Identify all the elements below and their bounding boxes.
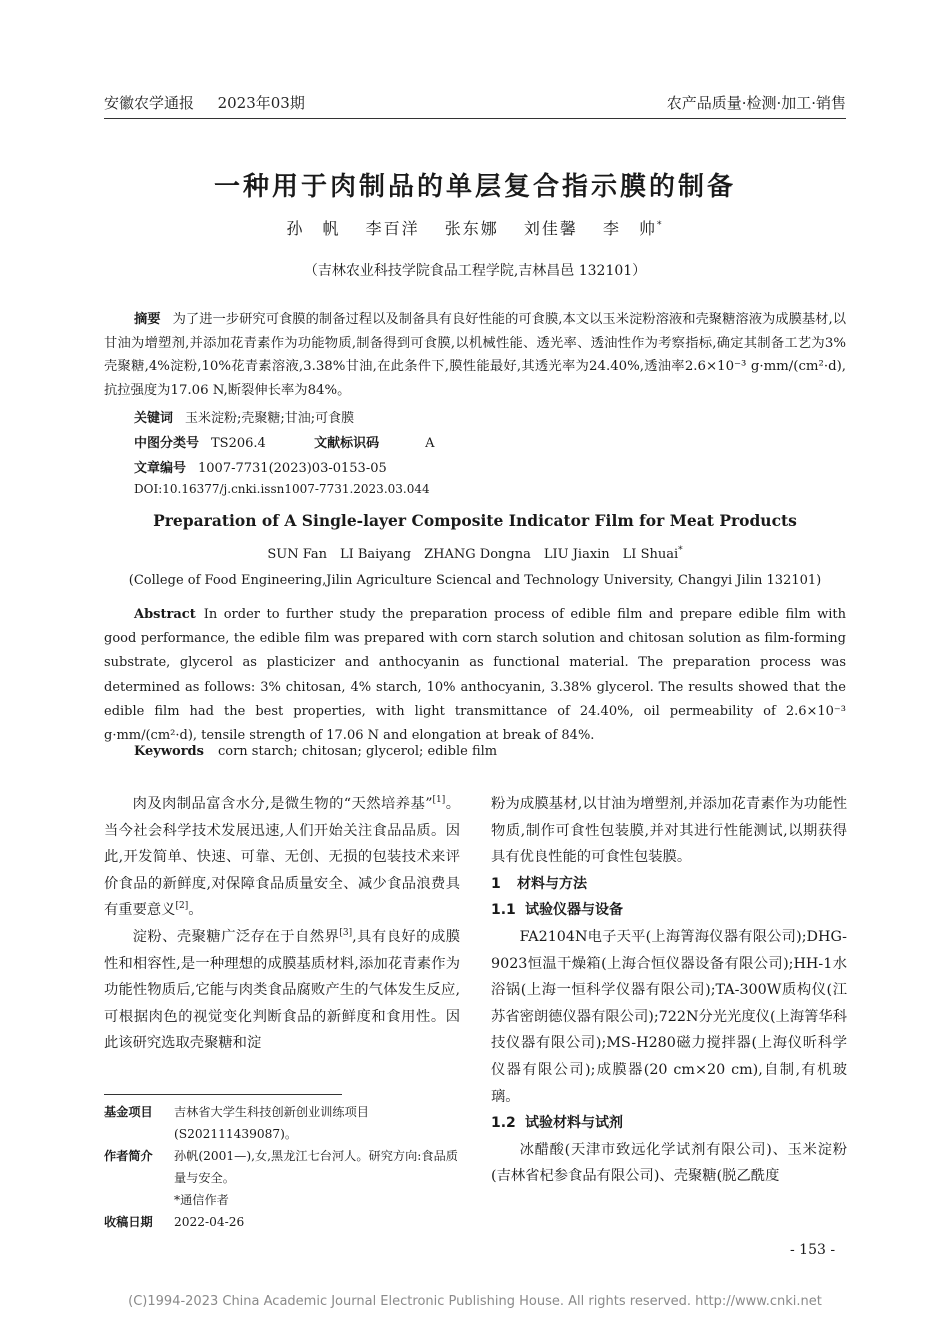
article-number-line <box>134 457 387 476</box>
header-rule <box>104 118 846 119</box>
clc-label: 中图分类号 <box>134 436 200 451</box>
corresponding-mark-en: * <box>678 545 683 556</box>
body-paragraph: 淀粉、壳聚糖广泛存在于自然界[3],具有良好的成膜性和相容性,是一种理想的成膜基质材料,添加花青素作为功能性物质后,它能与肉类食品腐败产生的气体发生反应,可根据肉色的视觉变化判断食品的新鲜度和食用性。因此该研究选取壳聚糖和淀 <box>104 928 461 1052</box>
authors-cn <box>0 216 950 239</box>
running-header-journal <box>104 92 305 113</box>
body-paragraph: 粉为成膜基材,以甘油为增塑剂,并添加花青素作为功能性物质,制作可食性包装膜,并对其进行性能测试,以期获得具有优良性能的可食性包装膜。 <box>491 796 847 866</box>
corresponding-note: *通信作者 <box>174 1193 229 1207</box>
paper-title-cn: 一种用于肉制品的单层复合指示膜的制备 <box>213 172 736 202</box>
section-heading: 1 材料与方法 <box>491 875 587 892</box>
authors-en <box>0 543 950 562</box>
paper-title-en: Preparation of A Single-layer Composite Indicator Film for Meat Products <box>153 511 797 530</box>
affiliation-en: (College of Food Engineering,Jilin Agriculture Sciencal and Technology University, Changyi Jilin 132101) <box>128 573 822 588</box>
body-right-column <box>491 791 847 1190</box>
keywords-en-text: corn starch; chitosan; glycerol; edible film <box>217 744 498 759</box>
body-paragraph: 肉及肉制品富含水分,是微生物的“天然培养基”[1]。当今社会科学技术发展迅速,人们开始关注食品品质。因此,开发简单、快速、可靠、无创、无损的包装技术来评价食品的新鲜度,对保障食品质量安全、减少食品浪费具有重要意义[2]。 <box>104 795 460 919</box>
footnote-received <box>104 1211 460 1233</box>
author-name: 刘佳馨 <box>523 219 578 238</box>
abstract-en-label: Abstract <box>134 607 196 622</box>
subsection-heading: 1.2 试验材料与试剂 <box>491 1115 623 1132</box>
keywords-cn-label: 关键词 <box>134 411 174 426</box>
keywords-cn-text: 玉米淀粉;壳聚糖;甘油;可食膜 <box>185 411 355 426</box>
author-bio-text: 孙帆(2001—),女,黑龙江七台河人。研究方向:食品质量与安全。 <box>174 1149 458 1185</box>
classification-line <box>134 432 435 451</box>
running-header-section: 农产品质量·检测·加工·销售 <box>666 94 846 112</box>
doi-line: DOI:10.16377/j.cnki.issn1007-7731.2023.03.044 <box>134 482 430 496</box>
clc-value: TS206.4 <box>211 436 266 451</box>
equipment-list: FA2104N电子天平(上海箐海仪器有限公司);DHG-9023恒温干燥箱(上海合恒仪器设备有限公司);HH-1水浴锅(上海一恒科学仪器有限公司);TA-300W质构仪(江苏省密朗德仪器有限公司);722N分光光度仪(上海箐华科技仪器有限公司);MS-H280磁力搅拌器(上海仪昕科学仪器有限公司);成膜器(20 cm×20 cm),自制,有机玻璃。 <box>491 928 848 1105</box>
abstract-cn-text: 为了进一步研究可食膜的制备过程以及制备具有良好性能的可食膜,本文以玉米淀粉溶液和壳聚糖溶液为成膜基材,以甘油为增塑剂,并添加花青素作为功能物质,制备得到可食膜,以机械性能、透光率、透油性作为考察指标,确定其制备工艺为3%壳聚糖,4%淀粉,10%花青素溶液,3.38%甘油,在此条件下,膜性能最好,其透光率为24.40%,透油率2.6×10⁻³ g·mm/(cm²·d),抗拉强度为17.06 N,断裂伸长率为84%。 <box>104 312 847 398</box>
subsection-heading: 1.1 试验仪器与设备 <box>491 902 623 919</box>
citation: [1] <box>432 795 446 806</box>
affiliation-cn: （吉林农业科技学院食品工程学院,吉林昌邑 132101） <box>303 263 647 279</box>
keywords-en-label: Keywords <box>134 744 204 759</box>
doc-code-value: A <box>425 436 435 451</box>
page-number: - 153 - <box>790 1242 836 1258</box>
keywords-en <box>134 744 497 759</box>
abstract-en-text: In order to further study the preparation process of edible film and prepare edible film with good performance, the edible film was prepared with corn starch solution and chitosan solution as film-forming substrate, glycerol as plasticizer and anthocyanin as functional material. The preparation process was determined as follows: 3% chitosan, 4% starch, 10% anthocyanin, 3.38% glycerol. The results showed that the edible film had the best properties, with light transmittance of 24.40%, oil permeability of 2.6×10⁻³ g·mm/(cm²·d), tensile strength of 17.06 N and elongation at break of 84%. <box>104 607 846 744</box>
author-name: 李百洋 <box>365 219 420 238</box>
body-left-column <box>104 791 460 1057</box>
fund-label: 基金项目 <box>104 1105 153 1119</box>
copyright-footer: (C)1994-2023 China Academic Journal Electronic Publishing House. All rights reserved. http://www.cnki.net <box>128 1294 822 1309</box>
author-name: 张东娜 <box>444 219 499 238</box>
corresponding-mark: * <box>656 220 664 231</box>
footnote-rule <box>104 1094 342 1095</box>
journal-name: 安徽农学通报 <box>104 94 195 112</box>
keywords-cn <box>134 407 354 426</box>
abstract-cn <box>104 308 846 402</box>
footnote-fund <box>104 1101 460 1145</box>
abstract-cn-label: 摘要 <box>134 312 161 327</box>
author-name: 孙 帆 <box>286 219 341 238</box>
journal-issue: 2023年03期 <box>217 94 305 112</box>
received-date: 2022-04-26 <box>174 1215 245 1229</box>
citation: [3] <box>339 928 353 939</box>
abstract-en <box>104 603 846 748</box>
author-bio-label: 作者简介 <box>104 1149 153 1163</box>
received-label: 收稿日期 <box>104 1215 153 1229</box>
author-name: 李 帅 <box>602 219 657 238</box>
materials-list: 冰醋酸(天津市致远化学试剂有限公司)、玉米淀粉(吉林省杞参食品有限公司)、壳聚糖(脱乙酰度 <box>491 1141 847 1185</box>
footnote-author <box>104 1145 460 1211</box>
citation: [2] <box>175 901 189 912</box>
article-no-label: 文章编号 <box>134 461 187 476</box>
article-no-value: 1007-7731(2023)03-0153-05 <box>198 461 387 476</box>
doc-code-label: 文献标识码 <box>314 436 380 451</box>
fund-text: 吉林省大学生科技创新创业训练项目(S202111439087)。 <box>174 1105 369 1141</box>
authors-en-text: SUN Fan LI Baiyang ZHANG Dongna LIU Jiaxin LI Shuai <box>267 547 679 562</box>
